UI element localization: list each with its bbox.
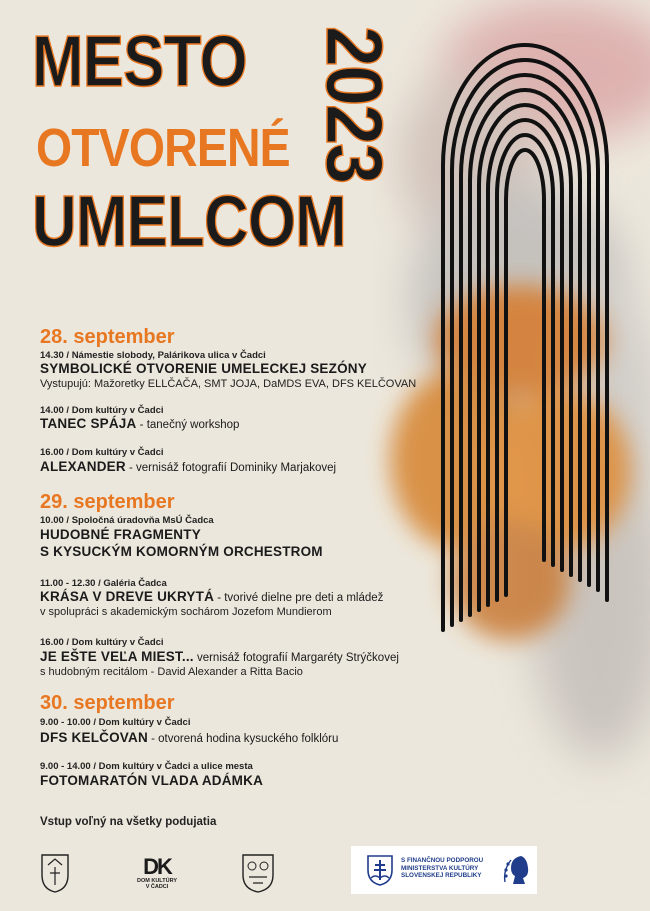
date-heading: 28. september (40, 326, 175, 348)
date-heading: 30. september (40, 692, 175, 714)
city-coat-of-arms-icon (40, 853, 70, 893)
free-entry-note: Vstup voľný na všetky podujatia (40, 816, 217, 828)
event-sub: s hudobným recitálom - David Alexander a Ritta Bacio (40, 666, 303, 678)
heraldic-shield-icon (241, 853, 275, 893)
event-title: HUDOBNÉ FRAGMENTY (40, 527, 201, 542)
event-meta: 9.00 - 10.00 / Dom kultúry v Čadci (40, 717, 191, 728)
event-meta: 10.00 / Spoločná úradovňa MsÚ Čadca (40, 515, 214, 526)
title-line-2: OTVORENÉ (36, 118, 290, 178)
title-line-3: UMELCOM (32, 182, 346, 262)
event-sub: Vystupujú: Mažoretky ELLČAČA, SMT JOJA, DaMDS EVA, DFS KELČOVAN (40, 378, 417, 390)
event-title: KRÁSA V DREVE UKRYTÁ - tvorivé dielne pre deti a mládež (40, 589, 384, 604)
event-title: SYMBOLICKÉ OTVORENIE UMELECKEJ SEZÓNY (40, 361, 367, 376)
event-title: ALEXANDER - vernisáž fotografií Dominiky Marjakovej (40, 459, 337, 474)
date-heading: 29. september (40, 491, 175, 513)
event-sub: v spolupráci s akademickým sochárom Jozefom Mundierom (40, 606, 332, 618)
event-title: JE EŠTE VEĽA MIEST... vernisáž fotografií Margaréty Strýčkovej (40, 649, 399, 664)
event-title: DFS KELČOVAN - otvorená hodina kysuckého folklóru (40, 730, 339, 745)
title-line-1: MESTO (32, 22, 247, 102)
ministry-sponsor-logo: S FINANČNOU PODPOROU MINISTERSTVA KULTÚRY SLOVENSKEJ REPUBLIKY (351, 846, 537, 894)
event-meta: 16.00 / Dom kultúry v Čadci (40, 637, 164, 648)
event-meta: 11.00 - 12.30 / Galéria Čadca (40, 578, 167, 589)
year-vertical: 2023 (310, 26, 399, 183)
event-title: FOTOMARATÓN VLADA ADÁMKA (40, 773, 264, 788)
event-meta: 14.30 / Námestie slobody, Palárikova ulica v Čadci (40, 350, 266, 361)
laurel-head-icon (501, 852, 533, 888)
slovak-shield-icon (366, 854, 394, 886)
event-title-line2: S KYSUCKÝM KOMORNÝM ORCHESTROM (40, 544, 323, 559)
event-meta: 14.00 / Dom kultúry v Čadci (40, 405, 164, 416)
dom-kultury-logo: DK DOM KULTÚRY V ČADCI (136, 854, 178, 890)
event-title: TANEC SPÁJA - tanečný workshop (40, 416, 240, 431)
event-meta: 9.00 - 14.00 / Dom kultúry v Čadci a ulice mesta (40, 761, 253, 772)
event-meta: 16.00 / Dom kultúry v Čadci (40, 447, 164, 458)
